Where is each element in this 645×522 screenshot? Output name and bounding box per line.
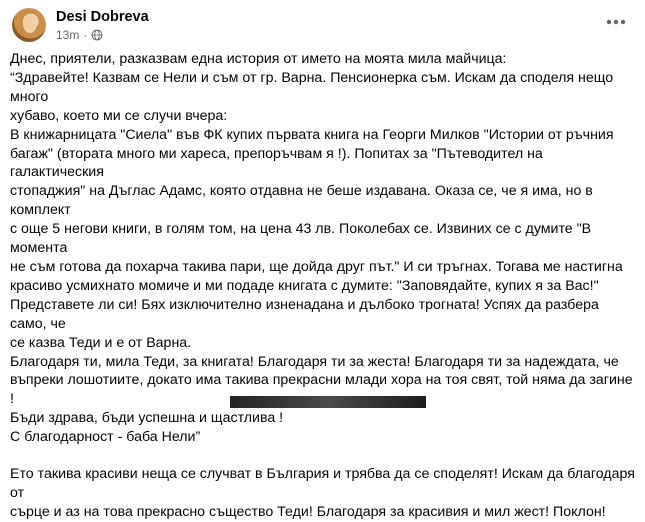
post-text-line: въпреки лошотиите, докато има такива прекрасни млади хора на тоя свят, той няма да загине ! (10, 372, 633, 408)
paragraph-gap (10, 447, 637, 465)
post-text-line: стопаджия" на Дъглас Адамс, която отдавна не беше издавана. Оказа се, че я има, но в комплект (10, 183, 593, 219)
more-horizontal-icon (606, 19, 626, 25)
post-text-line: хубаво, което ми се случи вчера: (10, 107, 228, 124)
globe-icon (91, 29, 103, 41)
author-name[interactable]: Desi Dobreva (56, 9, 149, 25)
meta-separator: · (83, 28, 88, 42)
post-text-line: “Здравейте! Казвам се Нели и съм от гр. Варна. Пенсионерка съм. Искам да споделя нещо много (10, 69, 614, 105)
post-text-line: Ето такива красиви неща се случват в България и трябва да се споделят! Искам да благодаря от (10, 466, 635, 501)
post-text-line: красиво усмихнато момиче и ми подаде книгата с думите: "Заповядайте, купих я за Вас!" (10, 277, 599, 294)
post-text-line: Бъди здрава, бъди успешна и щастлива ! (10, 410, 284, 427)
post-text-line: Благодаря ти, мила Теди, за книгата! Благодаря ти за жеста! Благодаря ти за надеждата, че (10, 353, 619, 370)
author-avatar[interactable] (12, 8, 46, 42)
post-text-line: Днес, приятели, разказвам една история от името на моята мила майчица: (10, 51, 507, 67)
post-text-line: багаж" (втората много ми хареса, препоръчвам я !). Попитах за "Пътеводител на галактическия (10, 145, 543, 181)
post-image-preview[interactable] (230, 396, 426, 408)
post-text-line: не съм готова да похарча такива пари, ще дойда друг път." И си тръгнах. Тогава ме настигна (10, 258, 623, 275)
post-timestamp[interactable]: 13m (56, 28, 80, 42)
post-text-line: Представете ли си! Бях изключително изненадана и дълбоко трогната! Успях да разбера само, че (10, 296, 599, 332)
post-meta (56, 28, 103, 42)
post-text-line: с още 5 негови книги, в голям том, на цена 43 лв. Поколебах се. Извиних се с думите "В момента (10, 221, 592, 257)
more-options-button[interactable] (601, 10, 631, 34)
post-paragraph-2 (10, 465, 637, 522)
post-text-line: се казва Теди и е от Варна. (10, 334, 192, 351)
post-paragraph-1 (10, 50, 637, 447)
avatar-face (23, 15, 37, 33)
post-text (10, 50, 637, 522)
post-text-line: В книжарницата "Сиела" във ФК купих първата книга на Георги Милков "Истории от ръчния (10, 126, 614, 143)
post-text-line: С благодарност - баба Нели” (10, 429, 201, 446)
post-text-line: сърце и аз на това прекрасно същество Теди! Благодаря за красивия и мил жест! Поклон! (10, 503, 606, 520)
post-header (12, 8, 633, 42)
